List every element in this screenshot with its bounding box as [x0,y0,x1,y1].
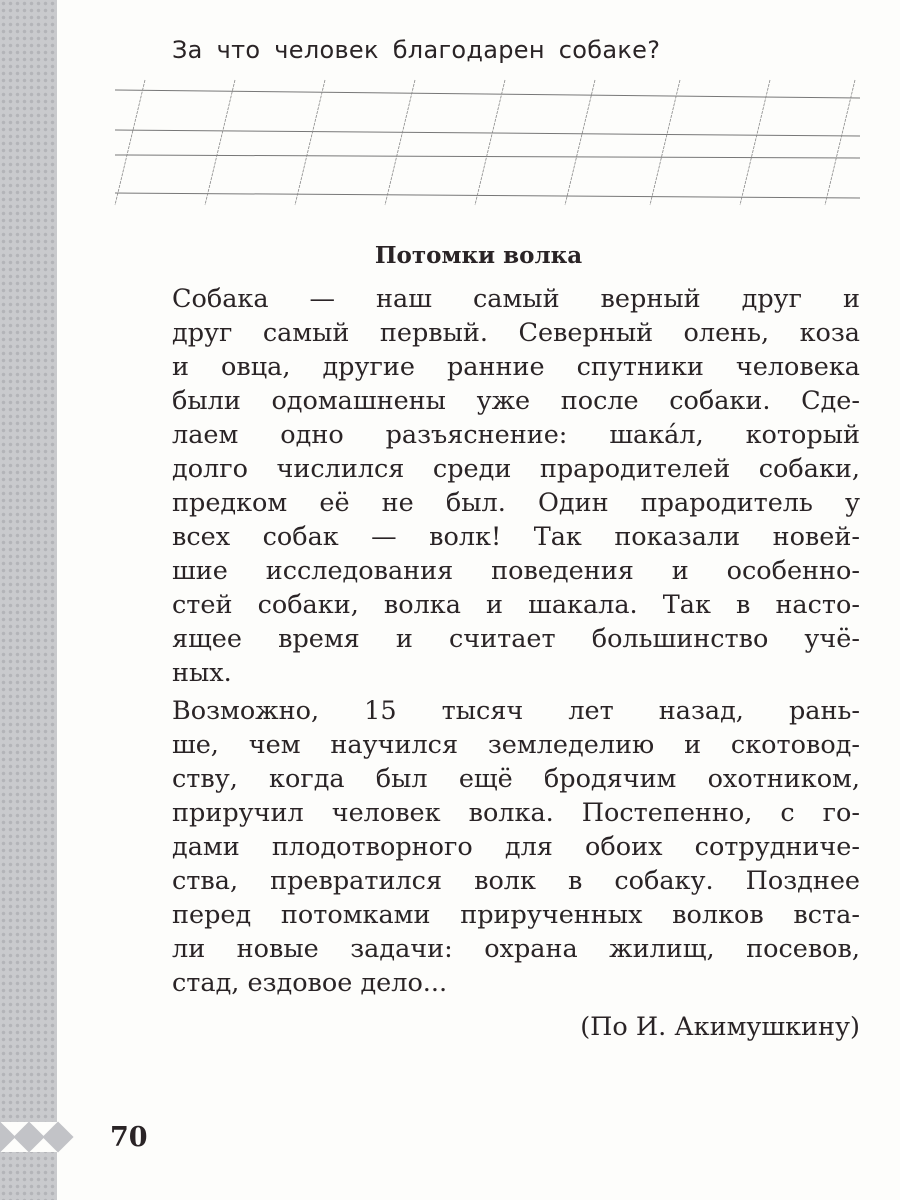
text-line: Возможно, 15 тысяч лет назад, рань- [172,696,860,726]
question-heading: За что человек благодарен собаке? [172,36,661,64]
page-number: 70 [110,1122,148,1153]
text-line: ства, превратился волк в собаку. Позднее [172,866,860,896]
text-line: и овца, другие ранние спутники человека [172,352,860,382]
text-line: были одомашнены уже после собаки. Сде- [172,386,860,416]
text-line: всех собак — волк! Так показали новей- [172,522,860,552]
page-edge-pattern [0,0,57,1200]
answer-writing-lines [110,70,870,210]
text-line: перед потомками прирученных волков вста- [172,900,860,930]
text-line: друг самый первый. Северный олень, коза [172,318,860,348]
text-line: ящее время и считает большинство учё- [172,624,860,654]
text-line: приручил человек волка. Постепенно, с го- [172,798,860,828]
text-line: дами плодотворного для обоих сотрудниче- [172,832,860,862]
story-title: Потомки волка [374,242,583,269]
text-line: лаем одно разъяснение: шака́л, который [172,420,860,450]
text-line: ше, чем научился земледелию и скотовод- [172,730,860,760]
text-line: шие исследования поведения и особенно- [172,556,860,586]
text-line: ных. [172,658,232,688]
text-line: стад, ездовое дело... [172,968,448,998]
text-line: долго числился среди прародителей собаки, [172,454,860,484]
text-line: Собака — наш самый верный друг и [172,284,860,314]
diamond-ornament [0,1122,57,1152]
text-line: ству, когда был ещё бродячим охотником, [172,764,860,794]
text-line: стей собаки, волка и шакала. Так в насто- [172,590,860,620]
text-line: ли новые задачи: охрана жилищ, посевов, [172,934,860,964]
text-line: предком её не был. Один прародитель у [172,488,860,518]
attribution: (По И. Акимушкину) [580,1012,860,1042]
